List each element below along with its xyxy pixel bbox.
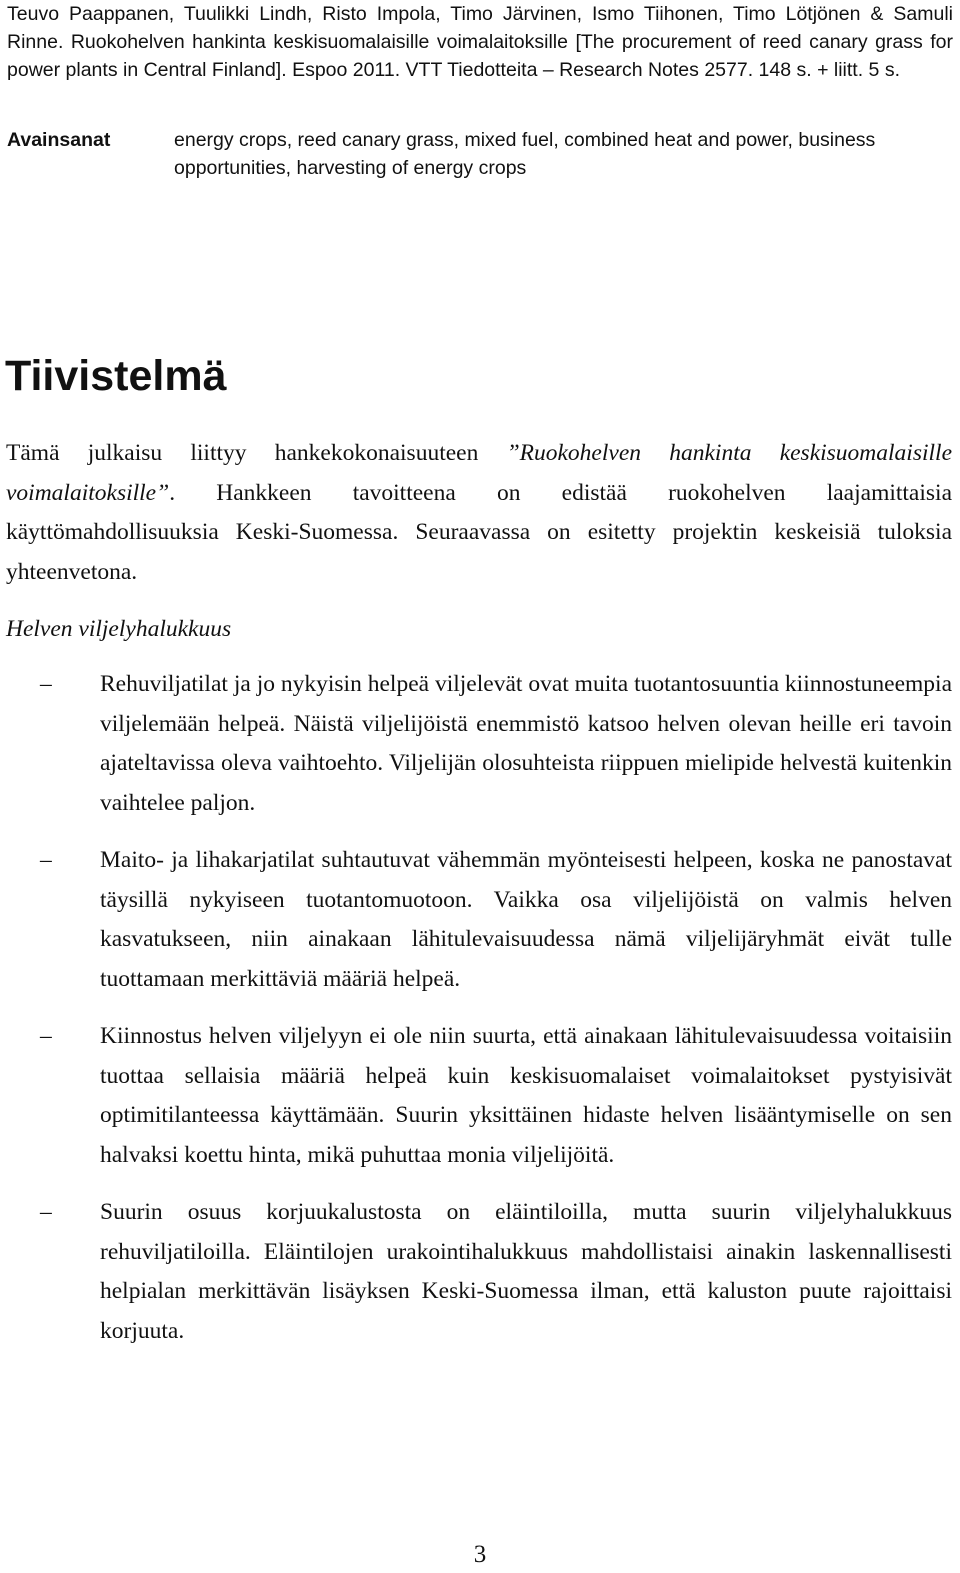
list-item-text: Rehuviljatilat ja jo nykyisin helpeä viljelevät ovat muita tuotantosuuntia kiinnostuneempia viljelemään helpeä. Näistä viljelijöistä enemmistö katsoo helven olevan heille eri tavoin ajateltavissa oleva vaihtoehto. Viljelijän olosuhteista riippuen mielipide helvestä kuitenkin vaihtelee paljon. [100,671,952,816]
keywords-row [7,126,953,182]
dash-marker: – [40,847,52,873]
citation-text: Teuvo Paappanen, Tuulikki Lindh, Risto Impola, Timo Järvinen, Ismo Tiihonen, Timo Lötjönen & Samuli Rinne. Ruokohelven hankinta keskisuomalaisille voimalaitoksille [The procurement of reed canary grass for power plants in Central Finland]. Espoo 2011. VTT Tiedotteita – Research Notes 2577. 148 s. + liitt. 5 s. [7,3,953,81]
intro-suffix: . Hankkeen tavoitteena on edistää ruokohelven laajamittaisia käyttömahdollisuuksia Keski-Suomessa. Seuraavassa on esitetty projektin keskeisiä tuloksia yhteenvetona. [6,479,952,585]
summary-title: Tiivistelmä [5,352,227,400]
page-number: 3 [473,1541,487,1568]
summary-intro [6,434,952,592]
section-subheading: Helven viljelyhalukkuus [6,616,232,642]
bullet-list [6,665,952,1369]
list-item [6,1017,952,1175]
keywords-text: energy crops, reed canary grass, mixed fuel, combined heat and power, business opportunities, harvesting of energy crops [174,129,876,179]
list-item-text: Kiinnostus helven viljelyyn ei ole niin suurta, että ainakaan lähitulevaisuudessa voitaisiin tuottaa sellaisia määriä helpeä kuin keskisuomalaiset voimalaitokset pystyisivät optimitilanteessa käyttämään. Suurin yksittäinen hidaste helven lisääntymiselle on sen halvaksi koettu hinta, mikä puhuttaa monia viljelijöitä. [100,1023,952,1168]
intro-prefix: Tämä julkaisu liittyy hankekokonaisuuteen [6,440,507,466]
list-item-text: Suurin osuus korjuukalustosta on eläintiloilla, mutta suurin viljelyhalukkuus rehuviljatiloilla. Eläintilojen urakointihalukkuus mahdollistaisi ainakin laskennallisesti helpialan merkittävän lisäyksen Keski-Suomessa ilman, että kaluston puute rajoittaisi korjuuta. [100,1199,952,1344]
dash-marker: – [40,1023,52,1049]
list-item [6,841,952,999]
intro-project-name: ”Ruokohelven hankinta keskisuomalaisille voimalaitoksille” [6,440,952,506]
list-item [6,1193,952,1351]
dash-marker: – [40,1199,52,1225]
citation-block [7,0,953,84]
dash-marker: – [40,671,52,697]
list-item-text: Maito- ja lihakarjatilat suhtautuvat vähemmän myönteisesti helpeen, koska ne panostavat täysillä nykyiseen tuotantomuotoon. Vaikka osa viljelijöistä on valmis helven kasvatukseen, niin ainakaan lähitulevaisuudessa nämä viljelijäryhmät eivät tulle tuottamaan merkittäviä määriä helpeä. [100,847,952,992]
keywords-label: Avainsanat [7,129,111,151]
list-item [6,665,952,823]
